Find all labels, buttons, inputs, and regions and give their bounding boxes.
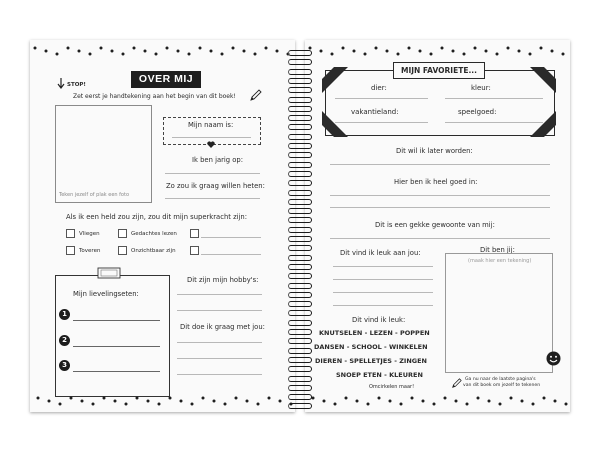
checkbox-other-1[interactable] bbox=[190, 229, 199, 238]
drawing-box[interactable] bbox=[445, 253, 553, 373]
border-dot bbox=[59, 403, 62, 406]
spiral-ring bbox=[288, 59, 312, 65]
border-dot bbox=[48, 400, 51, 403]
border-dot bbox=[125, 403, 128, 406]
hobby-line-1 bbox=[177, 294, 262, 295]
spiral-ring bbox=[288, 338, 312, 344]
superpower-magic: Toveren bbox=[79, 248, 101, 254]
spiral-ring bbox=[288, 301, 312, 307]
spiral-ring bbox=[288, 106, 312, 112]
border-dot bbox=[532, 403, 535, 406]
border-dot bbox=[488, 400, 491, 403]
fav-toy-line bbox=[445, 122, 543, 123]
habit-line bbox=[330, 238, 550, 239]
activity-dansen[interactable]: DANSEN bbox=[314, 343, 345, 351]
superpower-fly: Vliegen bbox=[79, 231, 100, 237]
photo-caption: Teken jezelf of plak een foto bbox=[59, 192, 130, 198]
border-dot bbox=[320, 50, 323, 53]
checkbox-mindread[interactable] bbox=[118, 229, 127, 238]
border-dot bbox=[386, 50, 389, 53]
spiral-ring bbox=[288, 171, 312, 177]
spiral-ring bbox=[288, 320, 312, 326]
activity-row-3: DIEREN - SPELLETJES - ZINGEN bbox=[315, 357, 427, 365]
spiral-ring bbox=[288, 292, 312, 298]
name-line bbox=[172, 137, 251, 138]
spiral-ring bbox=[288, 69, 312, 75]
with-you-line-1 bbox=[177, 342, 262, 343]
border-dot bbox=[213, 400, 216, 403]
birthday-line bbox=[165, 173, 260, 174]
checkbox-fly[interactable] bbox=[66, 229, 75, 238]
spiral-ring bbox=[288, 273, 312, 279]
activity-spelletjes[interactable]: SPELLETJES bbox=[349, 357, 392, 365]
spiral-ring bbox=[288, 152, 312, 158]
spiral-ring bbox=[288, 376, 312, 382]
last-page-note-1: Ga nu naar de laatste pagina's bbox=[465, 377, 536, 382]
spiral-ring bbox=[288, 283, 312, 289]
border-dot bbox=[268, 397, 271, 400]
spiral-ring bbox=[288, 134, 312, 140]
border-dot bbox=[89, 53, 92, 56]
spiral-ring bbox=[288, 217, 312, 223]
i-am-label: Dit ben jij: bbox=[480, 246, 515, 254]
future-line bbox=[330, 164, 550, 165]
border-dot bbox=[254, 53, 257, 56]
border-dot bbox=[92, 403, 95, 406]
border-dot bbox=[180, 400, 183, 403]
fav-country-label: vakantieland: bbox=[351, 108, 399, 116]
pencil-icon bbox=[249, 89, 262, 102]
border-dot bbox=[155, 53, 158, 56]
spiral-ring bbox=[288, 199, 312, 205]
with-you-line-2 bbox=[177, 358, 262, 359]
activity-zingen[interactable]: ZINGEN bbox=[399, 357, 427, 365]
name-label: Mijn naam is: bbox=[188, 121, 234, 129]
border-dot bbox=[529, 53, 532, 56]
border-dot bbox=[257, 403, 260, 406]
border-dot bbox=[100, 47, 103, 50]
good-at-label: Hier ben ik heel goed in: bbox=[394, 178, 478, 186]
border-dot bbox=[56, 53, 59, 56]
border-dot bbox=[133, 47, 136, 50]
dot-border-bottom-right bbox=[305, 394, 570, 408]
spiral-ring bbox=[288, 394, 312, 400]
border-dot bbox=[521, 400, 524, 403]
good-at-line-2 bbox=[330, 207, 550, 208]
activity-kleuren[interactable]: KLEUREN bbox=[389, 371, 423, 379]
spiral-ring bbox=[288, 87, 312, 93]
border-dot bbox=[474, 47, 477, 50]
like-you-line-2 bbox=[333, 279, 433, 280]
called-label: Zo zou ik graag willen heten: bbox=[166, 182, 265, 190]
superpower-mindread: Gedachtes lezen bbox=[131, 231, 177, 237]
border-dot bbox=[389, 400, 392, 403]
border-dot bbox=[477, 397, 480, 400]
border-dot bbox=[235, 397, 238, 400]
fav-animal-line bbox=[335, 98, 428, 99]
other-line-1 bbox=[201, 237, 261, 238]
number-1: 1 bbox=[59, 309, 70, 320]
spiral-ring bbox=[288, 366, 312, 372]
border-dot bbox=[342, 47, 345, 50]
fav-animal-label: dier: bbox=[371, 84, 387, 92]
border-dot bbox=[37, 397, 40, 400]
spiral-ring bbox=[288, 190, 312, 196]
activity-lezen[interactable]: LEZEN bbox=[369, 329, 393, 337]
with-you-label: Dit doe ik graag met jou: bbox=[180, 323, 265, 331]
superpower-question: Als ik een held zou zijn, zou dit mijn superkracht zijn: bbox=[66, 213, 248, 221]
border-dot bbox=[177, 50, 180, 53]
spiral-binding bbox=[288, 42, 312, 412]
smiley-icon bbox=[546, 351, 561, 366]
border-dot bbox=[496, 53, 499, 56]
checkbox-magic[interactable] bbox=[66, 246, 75, 255]
called-line bbox=[165, 198, 260, 199]
pushpin-icon bbox=[96, 266, 122, 280]
border-dot bbox=[565, 403, 568, 406]
superpower-invisible: Onzichtbaar zijn bbox=[131, 248, 176, 254]
border-dot bbox=[188, 53, 191, 56]
activity-row-1: KNUTSELEN - LEZEN - POPPEN bbox=[319, 329, 430, 337]
like-you-line-1 bbox=[333, 266, 433, 267]
habit-label: Dit is een gekke gewoonte van mij: bbox=[375, 221, 495, 229]
dot-border-top bbox=[30, 44, 295, 58]
right-page bbox=[305, 40, 570, 412]
spiral-ring bbox=[288, 97, 312, 103]
border-dot bbox=[221, 53, 224, 56]
border-dot bbox=[331, 53, 334, 56]
number-2: 2 bbox=[59, 335, 70, 346]
border-dot bbox=[518, 50, 521, 53]
border-dot bbox=[499, 403, 502, 406]
border-dot bbox=[433, 403, 436, 406]
border-dot bbox=[158, 403, 161, 406]
spiral-ring bbox=[288, 162, 312, 168]
left-page bbox=[30, 40, 295, 412]
border-dot bbox=[397, 53, 400, 56]
drawing-hint: (maak hier een tekening) bbox=[468, 258, 532, 264]
favorites-title: MIJN FAVORIETE... bbox=[393, 62, 485, 79]
border-dot bbox=[452, 50, 455, 53]
border-dot bbox=[224, 403, 227, 406]
border-dot bbox=[540, 47, 543, 50]
activity-dieren[interactable]: DIEREN bbox=[315, 357, 343, 365]
fav-toy-label: speelgoed: bbox=[458, 108, 497, 116]
spiral-ring bbox=[288, 255, 312, 261]
border-dot bbox=[81, 400, 84, 403]
border-dot bbox=[364, 53, 367, 56]
like-you-line-4 bbox=[333, 305, 433, 306]
spiral-ring bbox=[288, 357, 312, 363]
border-dot bbox=[378, 397, 381, 400]
activity-knutselen[interactable]: KNUTSELEN bbox=[319, 329, 363, 337]
border-dot bbox=[166, 47, 169, 50]
border-dot bbox=[169, 397, 172, 400]
food-line-2 bbox=[73, 346, 160, 347]
border-dot bbox=[353, 50, 356, 53]
circle-note: Omcirkelen maar! bbox=[369, 384, 415, 390]
border-dot bbox=[441, 47, 444, 50]
checkbox-other-2[interactable] bbox=[190, 246, 199, 255]
border-dot bbox=[210, 50, 213, 53]
arrow-down-icon bbox=[57, 78, 65, 90]
border-dot bbox=[276, 50, 279, 53]
hobby-line-2 bbox=[177, 310, 262, 311]
birthday-label: Ik ben jarig op: bbox=[192, 156, 244, 164]
future-label: Dit wil ik later worden: bbox=[396, 147, 473, 155]
border-dot bbox=[78, 50, 81, 53]
hobbies-label: Dit zijn mijn hobby's: bbox=[187, 276, 259, 284]
pencil-icon-right bbox=[451, 378, 462, 389]
spiral-ring bbox=[288, 310, 312, 316]
with-you-line-3 bbox=[177, 374, 262, 375]
border-dot bbox=[70, 397, 73, 400]
spiral-ring bbox=[288, 50, 312, 56]
border-dot bbox=[246, 400, 249, 403]
border-dot bbox=[422, 400, 425, 403]
border-dot bbox=[562, 53, 565, 56]
food-line-3 bbox=[73, 371, 160, 372]
border-dot bbox=[334, 403, 337, 406]
spiral-ring bbox=[288, 227, 312, 233]
border-dot bbox=[144, 50, 147, 53]
border-dot bbox=[455, 400, 458, 403]
border-dot bbox=[114, 400, 117, 403]
border-dot bbox=[34, 47, 37, 50]
border-dot bbox=[103, 397, 106, 400]
activity-row-4: SNOEP ETEN - KLEUREN bbox=[336, 371, 423, 379]
photo-box[interactable] bbox=[55, 105, 152, 203]
number-3: 3 bbox=[59, 360, 70, 371]
spiral-ring bbox=[288, 115, 312, 121]
border-dot bbox=[419, 50, 422, 53]
spiral-ring bbox=[288, 143, 312, 149]
spiral-ring bbox=[288, 236, 312, 242]
dot-border-top-right bbox=[305, 44, 570, 58]
activity-school[interactable]: SCHOOL bbox=[351, 343, 382, 351]
spiral-ring bbox=[288, 329, 312, 335]
border-dot bbox=[111, 50, 114, 53]
border-dot bbox=[345, 397, 348, 400]
border-dot bbox=[202, 397, 205, 400]
activity-poppen[interactable]: POPPEN bbox=[400, 329, 430, 337]
like-you-label: Dit vind ik leuk aan jou: bbox=[340, 249, 421, 257]
border-dot bbox=[485, 50, 488, 53]
activity-winkelen[interactable]: WINKELEN bbox=[389, 343, 428, 351]
border-dot bbox=[265, 47, 268, 50]
spiral-ring bbox=[288, 124, 312, 130]
border-dot bbox=[375, 47, 378, 50]
border-dot bbox=[507, 47, 510, 50]
border-dot bbox=[136, 397, 139, 400]
spiral-ring bbox=[288, 348, 312, 354]
border-dot bbox=[466, 403, 469, 406]
fav-color-label: kleur: bbox=[471, 84, 491, 92]
fav-country-line bbox=[335, 122, 428, 123]
stop-label: STOP! bbox=[67, 82, 86, 88]
border-dot bbox=[147, 400, 150, 403]
border-dot bbox=[356, 400, 359, 403]
border-dot bbox=[199, 47, 202, 50]
border-dot bbox=[45, 50, 48, 53]
fav-color-line bbox=[445, 98, 543, 99]
page-title: OVER MIJ bbox=[131, 71, 201, 88]
border-dot bbox=[543, 397, 546, 400]
activity-row-2: DANSEN - SCHOOL - WINKELEN bbox=[314, 343, 428, 351]
checkbox-invisible[interactable] bbox=[118, 246, 127, 255]
border-dot bbox=[408, 47, 411, 50]
border-dot bbox=[554, 400, 557, 403]
border-dot bbox=[323, 400, 326, 403]
border-dot bbox=[510, 397, 513, 400]
border-dot bbox=[279, 400, 282, 403]
border-dot bbox=[191, 403, 194, 406]
border-dot bbox=[463, 53, 466, 56]
activity-snoep[interactable]: SNOEP ETEN bbox=[336, 371, 382, 379]
signature-instruction: Zet eerst je handtekening aan het begin van dit boek! bbox=[73, 93, 236, 100]
spiral-ring bbox=[288, 264, 312, 270]
border-dot bbox=[400, 403, 403, 406]
spiral-ring bbox=[288, 180, 312, 186]
spiral-ring bbox=[288, 208, 312, 214]
border-dot bbox=[444, 397, 447, 400]
like-label: Dit vind ik leuk: bbox=[352, 316, 406, 324]
border-dot bbox=[551, 50, 554, 53]
border-dot bbox=[430, 53, 433, 56]
border-dot bbox=[367, 403, 370, 406]
border-dot bbox=[411, 397, 414, 400]
dot-border-bottom bbox=[30, 394, 295, 408]
border-dot bbox=[122, 53, 125, 56]
heart-icon bbox=[207, 141, 215, 148]
favorite-food-label: Mijn lievelingseten: bbox=[73, 290, 139, 298]
border-dot bbox=[67, 47, 70, 50]
spiral-ring bbox=[288, 403, 312, 409]
last-page-note-2: van dit boek om jezelf te tekenen bbox=[463, 383, 541, 388]
spiral-ring bbox=[288, 245, 312, 251]
good-at-line-1 bbox=[330, 195, 550, 196]
spiral-ring bbox=[288, 78, 312, 84]
food-line-1 bbox=[73, 320, 160, 321]
like-you-line-3 bbox=[333, 292, 433, 293]
border-dot bbox=[243, 50, 246, 53]
border-dot bbox=[232, 47, 235, 50]
other-line-2 bbox=[201, 254, 261, 255]
spiral-ring bbox=[288, 385, 312, 391]
